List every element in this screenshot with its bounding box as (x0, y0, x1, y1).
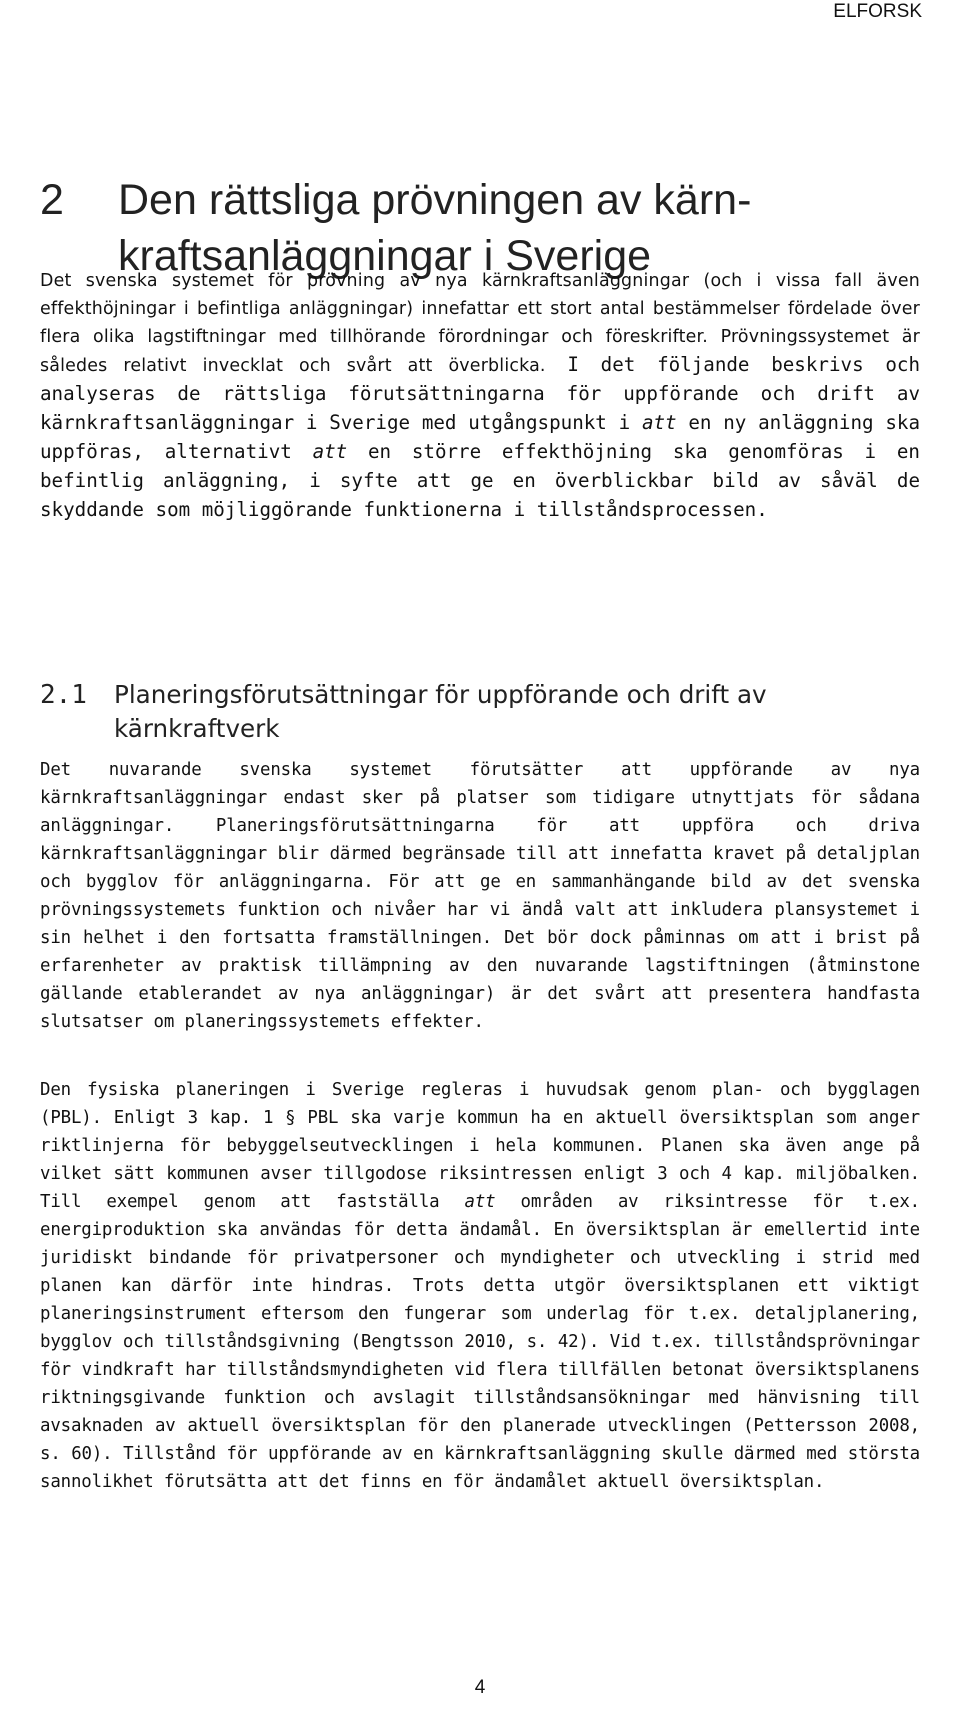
intro-paragraph (40, 267, 920, 525)
section-number: 2.1 (40, 680, 87, 710)
intro-emphasis-1: att (641, 411, 677, 434)
section-paragraph-2 (40, 1076, 920, 1496)
section-paragraph-2-part-b: områden av riksintresse för t.ex. energiproduktion ska användas för detta ändamål. En översiktsplan är emellertid inte juridiskt bindande för privatpersoner och myndigheter och utveckling i strid med planen kan därför inte hindras. Trots detta utgör översiktsplanen ett viktigt planeringsinstrument eftersom den fungerar som underlag för t.ex. detaljplanering, bygglov och tillståndsgivning (Bengtsson 2010, s. 42). Vid t.ex. tillståndsprövningar för vindkraft har tillståndsmyndigheten vid flera tillfällen betonat översiktsplanens riktningsgivande funktion och avslagit tillståndsansökningar med hänvisning till avsaknaden av aktuell översiktsplan för den planerade utvecklingen (Pettersson 2008, s. 60). Tillstånd för uppförande av en kärnkraftsanläggning skulle därmed med största sannolikhet förutsätta att det finns en för ändamålet aktuell översiktsplan. (40, 1192, 920, 1492)
intro-emphasis-2: att (312, 440, 348, 463)
chapter-title: Den rättsliga prövningen av kärn-kraftsanläggningar i Sverige (118, 176, 752, 280)
section-paragraph-2-part-a: Den fysiska planeringen i Sverige regleras i huvudsak genom plan- och bygglagen (PBL). Enligt 3 kap. 1 § PBL ska varje kommun ha en aktuell översiktsplan som anger riktlinjerna för bebyggelseutvecklingen i hela kommunen. Planen ska även ange på vilket sätt kommunen avser tillgodose riksintressen enligt 3 och 4 kap. miljöbalken. Till exempel genom att fastställa (40, 1080, 920, 1212)
page-number: 4 (474, 1677, 486, 1698)
section-paragraph-1: Det nuvarande svenska systemet förutsätter att uppförande av nya kärnkraftsanläggningar endast sker på platser som tidigare utnyttjats för sådana anläggningar. Planeringsförutsättningarna för att uppföra och driva kärnkraftsanläggningar blir därmed begränsade till att innefatta kravet på detaljplan och bygglov för anläggningarna. För att ge en sammanhängande bild av det svenska prövningssystemets funktion och nivåer har vi ändå valt att inkludera plansystemet i sin helhet i den fortsatta framställningen. Det bör dock påminnas om att i brist på erfarenheter av praktisk tillämpning av den nuvarande lagstiftningen (åtminstone gällande etablerandet av nya anläggningar) är det svårt att presentera handfasta slutsatser om planeringssystemets effekter. (40, 760, 920, 1032)
chapter-number: 2 (40, 176, 64, 224)
section-paragraph-2-emphasis: att (464, 1192, 496, 1212)
intro-text-part-2: en ny anläggning ska uppföras, alternativt (40, 411, 921, 463)
running-header: ELFORSK (833, 1, 922, 22)
intro-text-part-3: en större effekthöjning ska genomföras i en befintlig anläggning, i syfte att ge en överblickbar bild av såväl de skyddande som möjliggörande funktionerna i tillståndsprocessen. (40, 440, 920, 521)
section-title: Planeringsförutsättningar för uppförande och drift av kärnkraftverk (114, 680, 767, 743)
intro-lead-text: Det svenska systemet för prövning av nya kärnkraftsanläggningar (och i vissa fall även effekthöjningar i befintliga anläggningar) innefattar ett stort antal bestämmelser fördelade över flera olika lagstiftningar med tillhörande förordningar och föreskrifter. Prövningssystemet är således relativt invecklat och svårt att överblicka. (40, 271, 920, 376)
section-heading (40, 678, 920, 746)
intro-text-part-1: I det följande beskrivs och analyseras de rättsliga förutsättningarna för uppförande och drift av kärnkraftsanläggningar i Sverige med utgångspunkt i (40, 353, 921, 434)
